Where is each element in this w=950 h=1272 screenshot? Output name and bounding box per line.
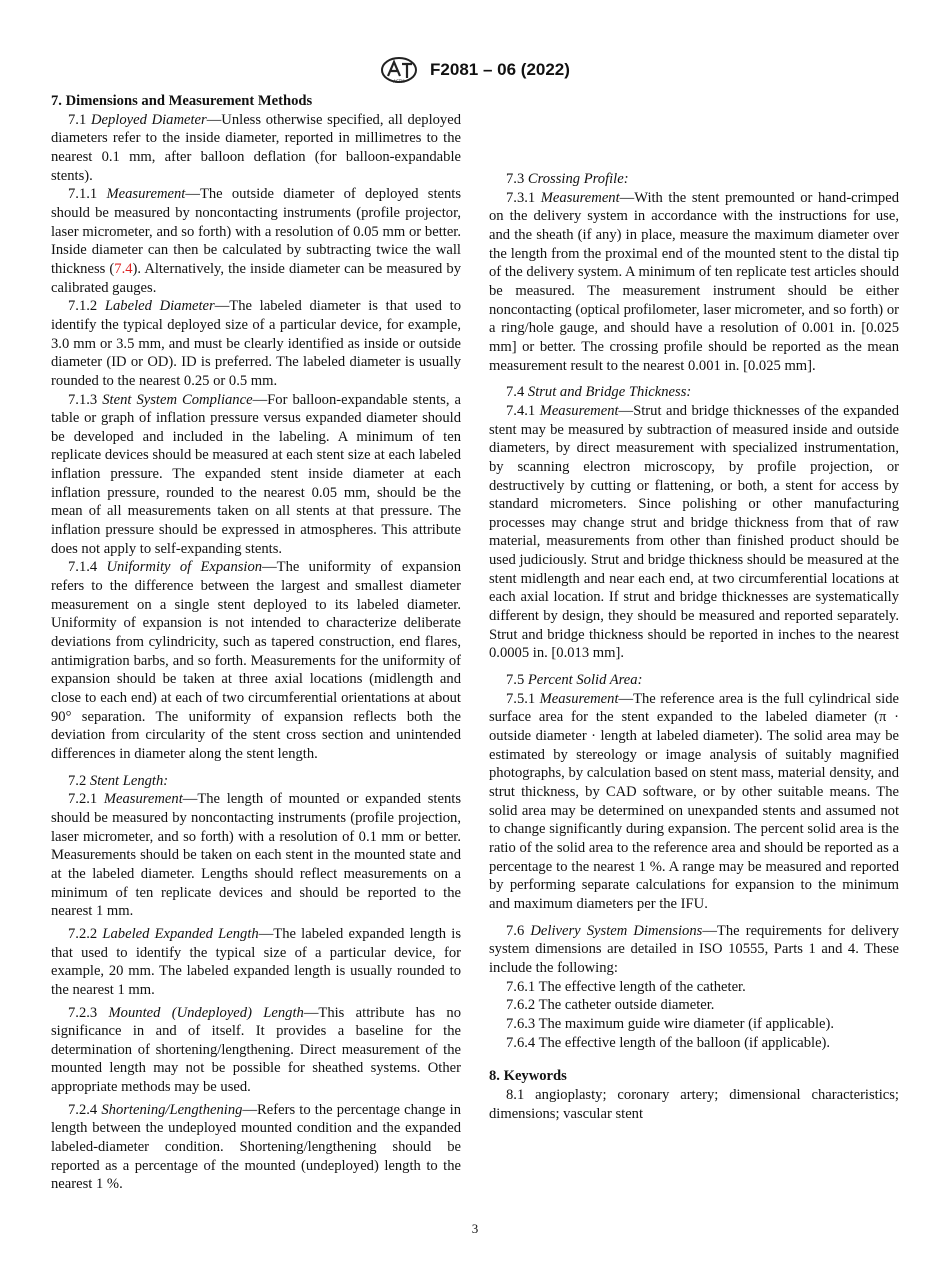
para-7-6: 7.6 Delivery System Dimensions—The requirements for delivery system dimensions are detailed in ISO 10555, Parts 1 and 4. These include the following: bbox=[489, 922, 899, 976]
para-7-3-1: 7.3.1 Measurement—With the stent premounted or hand-crimped on the delivery system in accordance with the instructions for use, and the sheath (if any) in place, measure the maximum diameter over the length from the proximal end of the mounted stent to the distal tip of the delivery system. A minimum of ten replicate test articles should be measured. The measurement instrument should be either noncontacting (optical profilometer, laser micrometer, and so forth) or a ring/hole gauge, and should have a resolution of 0.001 in. [0.025 mm] or better. The crossing profile should be reported as the mean measurement result to the nearest 0.001 in. [0.025 mm]. bbox=[489, 189, 899, 374]
para-7-1-1: 7.1.1 Measurement—The outside diameter of deployed stents should be measured by noncontacting instruments (profile projector, laser micrometer, and so forth) with a resolution of 0.05 mm or better. Inside diameter can then be calculated by subtracting twice the wall thickness (7.4). Alternatively, the inside diameter can be measured by calibrated gauges. bbox=[51, 186, 462, 296]
page-number: 3 bbox=[471, 1221, 479, 1236]
astm-logo-icon bbox=[380, 56, 418, 84]
para-7-5: 7.5 Percent Solid Area: bbox=[506, 672, 643, 689]
para-7-4-1: 7.4.1 Measurement—Strut and bridge thicknesses of the expanded stent may be measured by subtraction of measured inside and outside diameters, by direct measurement with specialized instrumentation, by scanning electron microscopy, by profile projection, or destructively by cutting or flattening, or both, a stent for access by standard micrometers. Since polishing or other manufacturing processes may change strut and bridge thickness from that of raw material, measurements from other than finished product should be used judiciously. Strut and bridge thickness should be measured at the stent midlength and near each end, at two circumferential locations at each axial location. If strut and bridge thicknesses are systematically different by design, they should be measured and reported separately. Strut and bridge thickness should be reported in inches to the nearest 0.0005 in. [0.013 mm]. bbox=[489, 402, 900, 662]
section-8-heading: 8. Keywords bbox=[489, 1068, 567, 1085]
right-column bbox=[489, 92, 899, 1123]
section-7-heading: 7. Dimensions and Measurement Methods bbox=[51, 93, 313, 109]
link-7-4[interactable]: 7.4 bbox=[114, 260, 133, 277]
para-7-6-4: 7.6.4 The effective length of the balloon (if applicable). bbox=[506, 1034, 831, 1051]
para-7-6-3: 7.6.3 The maximum guide wire diameter (if applicable). bbox=[506, 1015, 834, 1032]
para-7-4: 7.4 Strut and Bridge Thickness: bbox=[506, 384, 692, 401]
para-7-3: 7.3 Crossing Profile: bbox=[506, 171, 629, 187]
para-7-2-2: 7.2.2 Labeled Expanded Length—The labeled expanded length is that used to identify the typical size of a particular device, for example, 20 mm. The labeled expanded length is usually rounded to the nearest 1 mm. bbox=[51, 925, 461, 998]
para-8-1: 8.1 angioplasty; coronary artery; dimensional characteristics; dimensions; vascular stent bbox=[489, 1086, 899, 1122]
para-7-6-1: 7.6.1 The effective length of the catheter. bbox=[506, 978, 746, 995]
page-header bbox=[0, 56, 950, 84]
para-7-1-4: 7.1.4 Uniformity of Expansion—The uniformity of expansion refers to the difference between the largest and smallest diameter measurement on a single stent deployed to its labeled diameter. Uniformity of expansion is not intended to characterize deliberate deviations from cylindricity, such as tapered construction, end flares, antimigration barbs, and so forth. Measurements for the uniformity of expansion should be taken at three axial locations (midlength and close to each end) at each of two circumferential orientations at about 90° separation. The uniformity of expansion reflects both the deviation from circularity of the stent cross section and unintended differences in diameter along the stent length. bbox=[51, 559, 461, 762]
svg-text:ASTM: ASTM bbox=[393, 79, 405, 84]
para-7-1-2: 7.1.2 Labeled Diameter—The labeled diameter is that used to identify the typical deployed size of a particular device, for example, 3.0 mm or 3.5 mm, and must be clearly identified as inside or outside diameter (ID or OD). ID is preferred. The labeled diameter is usually rounded to the nearest 0.25 or 0.5 mm. bbox=[51, 298, 461, 389]
document-id: F2081 – 06 (2022) bbox=[430, 60, 570, 79]
para-7-2-4: 7.2.4 Shortening/Lengthening—Refers to the percentage change in length between the undeployed mounted condition and the expanded labeled-diameter condition. Shortening/lengthening should be reported as a percentage of the mounted (undeployed) length to the nearest 1 %. bbox=[51, 1101, 461, 1193]
column-continuation-spacer bbox=[489, 92, 899, 166]
para-7-2: 7.2 Stent Length: bbox=[68, 772, 169, 789]
para-7-1: 7.1 Deployed Diameter—Unless otherwise specified, all deployed diameters refer to the inside diameter, reported in millimetres to the nearest 0.1 mm, after balloon deflation (for balloon-expandable stents). bbox=[51, 111, 461, 184]
para-7-1-3: 7.1.3 Stent System Compliance—For balloon-expandable stents, a table or graph of inflation pressure versus expanded diameter should be developed and included in the labeling. A minimum of ten replicate devices should be measured at each stent size at each labeled inflation pressure. The expanded stent inside diameter at each inflation pressure, rounded to the nearest 0.05 mm, should be the mean of all measurements taken on all stents at that pressure. The inflation pressure should be expressed in atmospheres. This attribute does not apply to self-expanding stents. bbox=[51, 391, 462, 557]
para-7-5-1: 7.5.1 Measurement—The reference area is the full cylindrical side surface area for the stent expanded to the labeled diameter (π · outside diameter · length at labeled diameter). The solid area may be estimated by stereology or image analysis of suitably magnified photographs, by calculation based on stent mass, material density, and strut thickness, by CAD software, or by other suitable means. The solid area may be determined on unexpanded stents and assumed not to change significantly during expansion. The percent solid area is the ratio of the solid area to the reference area and should be reported as a percentage to the nearest 1 %. A range may be measured and reported by performing separate calculations for expansion to the minimum and maximum diameters per the IFU. bbox=[489, 690, 899, 912]
para-7-2-1: 7.2.1 Measurement—The length of mounted or expanded stents should be measured by noncontacting instruments (profile projection, laser micrometer, and so forth) with a resolution of 0.1 mm or better. Measurements should be taken on each stent in the mounted state and at the labeled diameter. Lengths should reflect measurements on a minimum of ten replicate devices and should be reported to the nearest 1 mm. bbox=[51, 791, 461, 920]
para-7-2-3: 7.2.3 Mounted (Undeployed) Length—This attribute has no significance in and of itself. It provides a baseline for the determination of shortening/lengthening. Direct measurement of the mounted length may not be possible for sheathed systems. Other appropriate methods may be used. bbox=[51, 1004, 461, 1096]
para-7-6-2: 7.6.2 The catheter outside diameter. bbox=[506, 997, 715, 1014]
left-column bbox=[51, 92, 461, 1194]
